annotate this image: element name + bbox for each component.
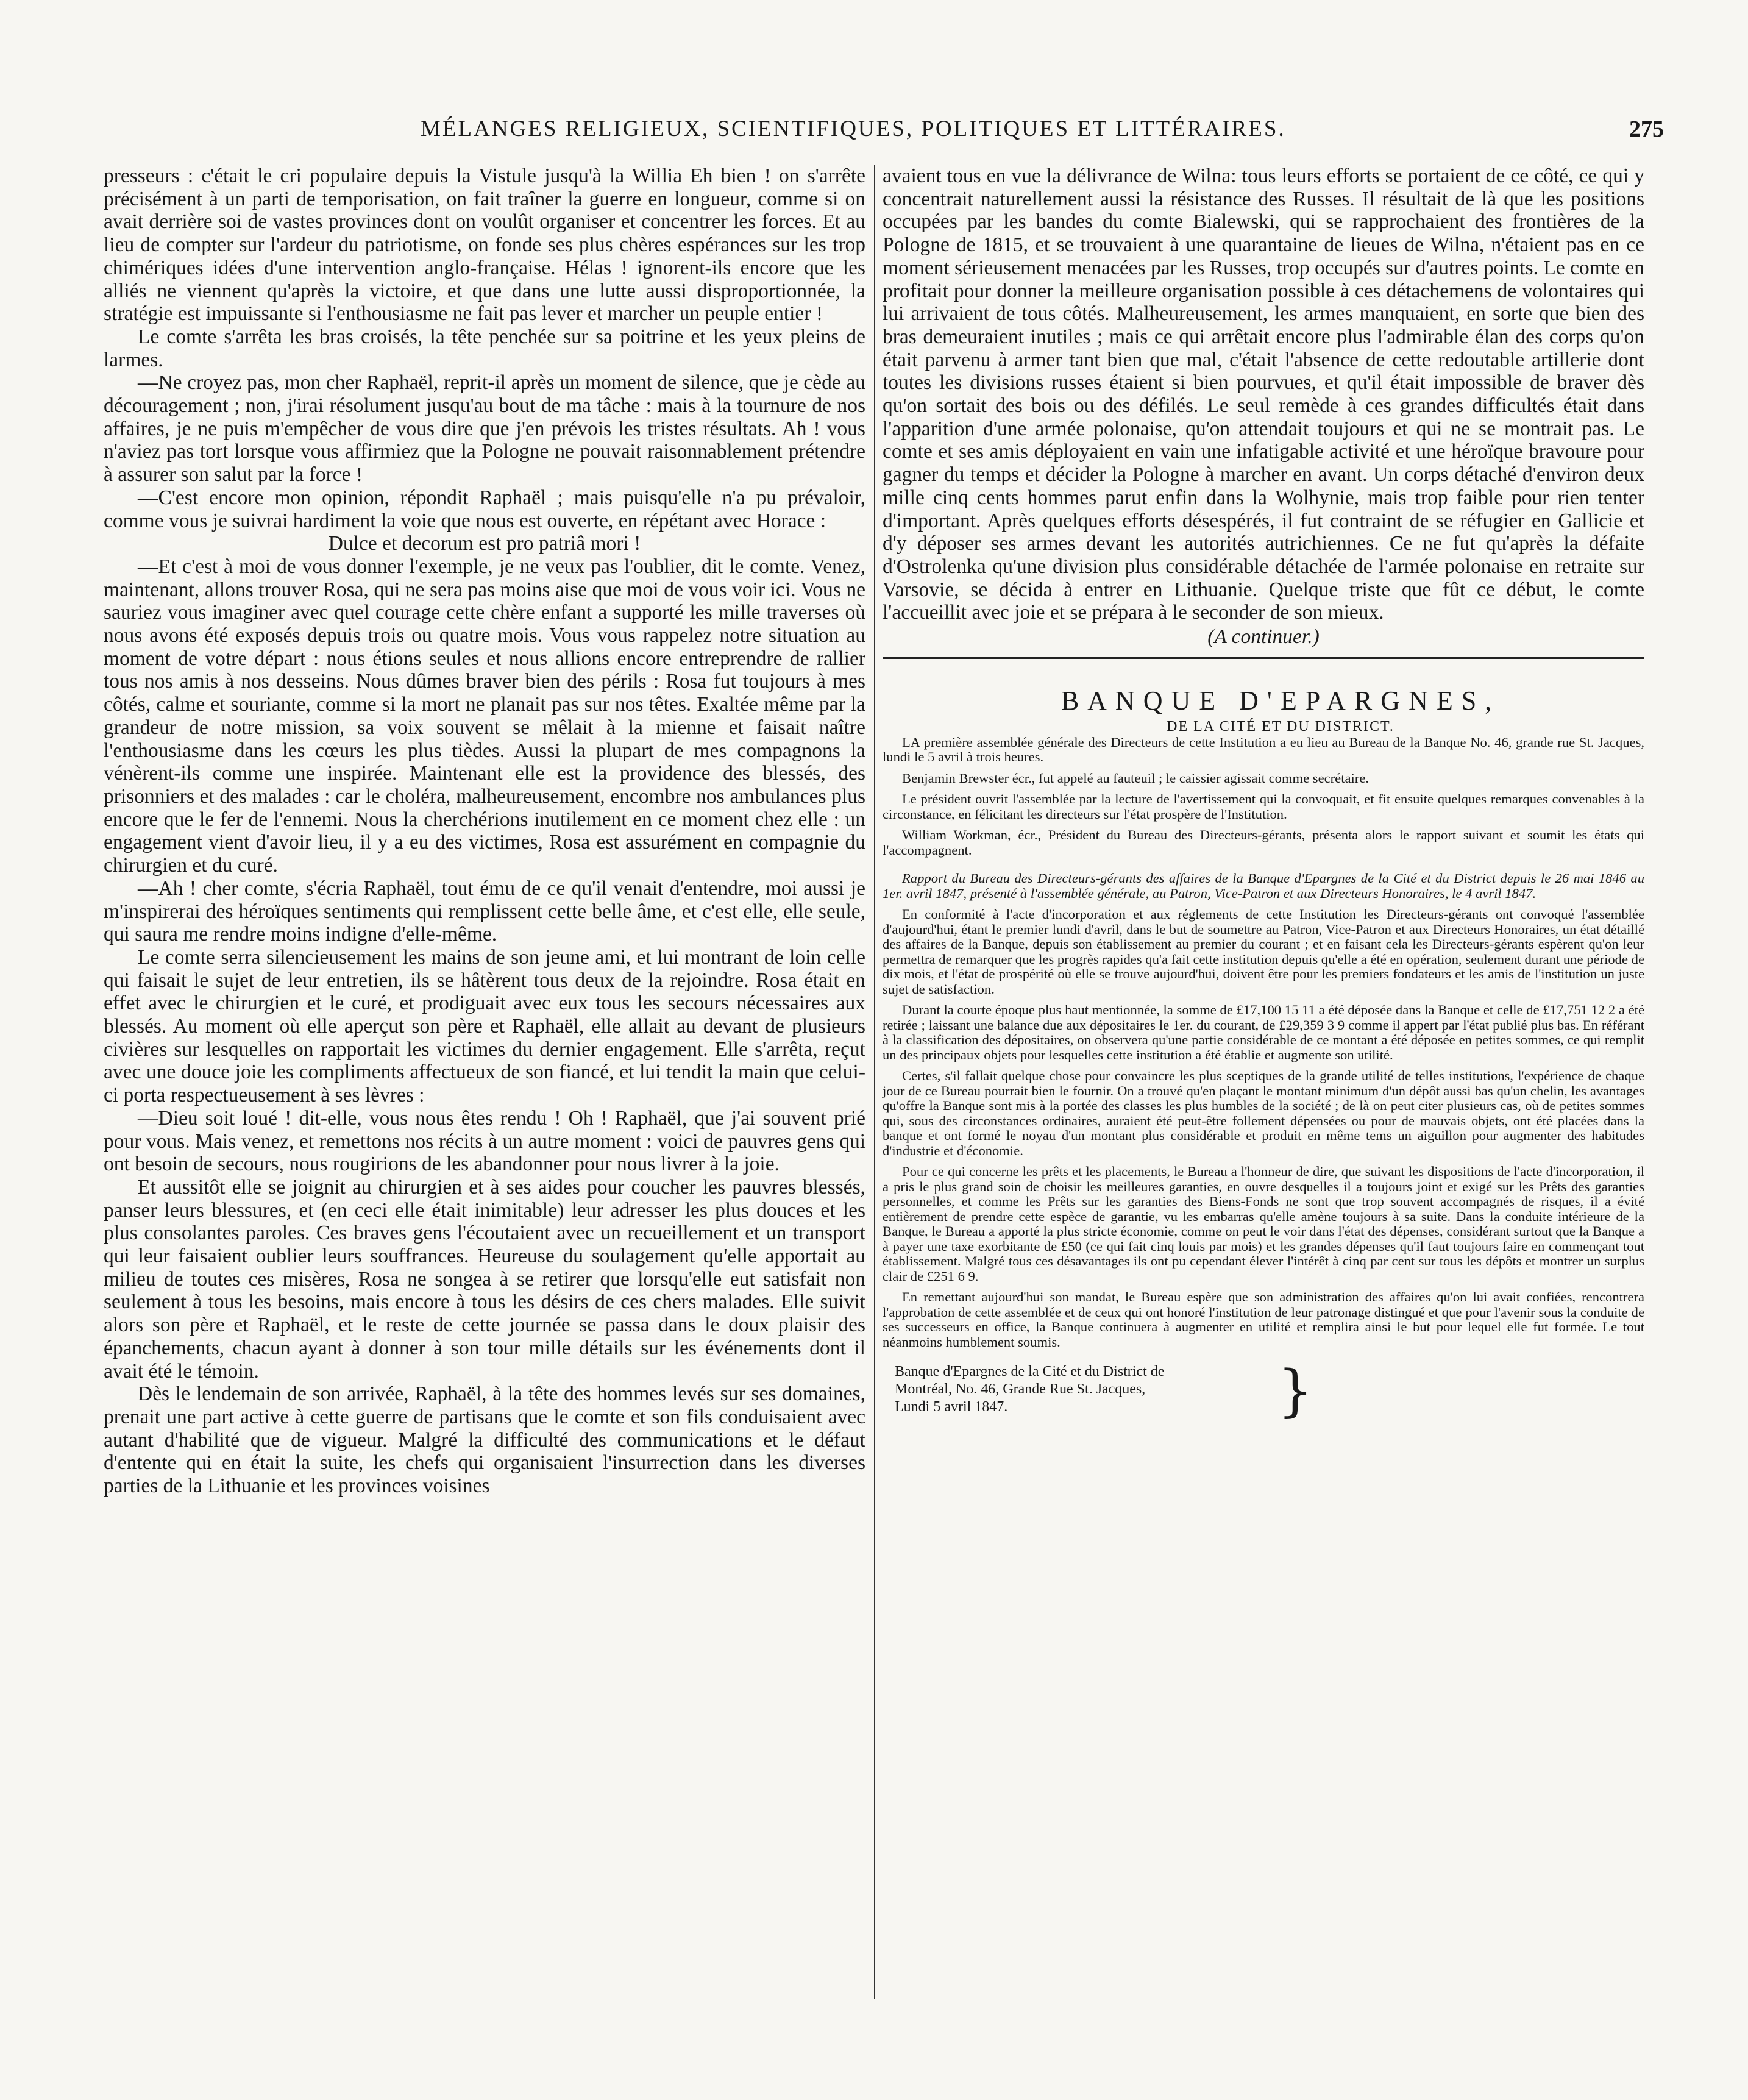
signature-line: Lundi 5 avril 1847. <box>895 1399 1008 1415</box>
page-number: 275 <box>1629 116 1664 142</box>
bank-paragraph: Benjamin Brewster écr., fut appelé au fauteuil ; le caissier agissait comme secrétaire. <box>902 770 1369 786</box>
report-title: Rapport du Bureau des Directeurs-gérants des affaires de la Banque d'Epargnes de la Cité et du District depuis le 26 mai 1846 au 1er. avril 1847, présenté à l'assemblée générale, au Patron, Vice-Patron et aux Directeurs Honoraires, le 4 avril 1847. <box>883 870 1644 901</box>
continuation-note: (A continuer.) <box>1207 625 1320 649</box>
left-column <box>104 165 865 1498</box>
right-paragraph: avaient tous en vue la délivrance de Wilna: tous leurs efforts se portaient de ce côté, ce qui y concentrait naturellement aussi la résistance des Russes. Il résultait de là que les positions occupées par les bandes du comte Bialewski, qui se rapprochaient des frontières de la Pologne de 1815, et se trouvaient à une quarantaine de lieues de Wilna, n'étaient pas en ce moment sérieusement menacées par les Russes, trop occupés sur d'autres points. Le comte en profitait pour donner la meilleure organisation possible à ces détachemens de volontaires qui lui arrivaient de tous côtés. Malheureusement, les armes manquaient, en sorte que bien des bras demeuraient inutiles ; mais ce qui arrêtait encore plus l'admirable élan des corps qu'on était parvenu à armer tant bien que mal, c'était l'absence de cette redoutable artillerie dont toutes les divisions russes étaient si bien pourvues, et qu'il était impossible de braver dès qu'on sortait des bois ou des défilés. Le seul remède à ces grandes difficultés était dans l'apparition d'une armée polonaise, qu'on attendait toujours et qui ne se montrait pas. Le comte et ses amis déployaient en vain une infatigable activité et une héroïque bravoure pour gagner du temps et décider la Pologne à marcher en avant. Un corps détaché d'environ deux mille cinq cents hommes parut enfin dans la Wolhynie, mais trop faible pour rien tenter d'important. Après quelques efforts désespérés, il fut contraint de se réfugier en Gallicie et d'y déposer ses armes devant les autorités autrichiennes. Ce ne fut qu'après la défaite d'Ostrolenka qu'une division plus considérable détachée de l'armée polonaise en retraite sur Varsovie, se décida à entrer en Lithuanie. Quelque triste que fût ce début, le comte l'accueillit avec joie et se prépara à le seconder de son mieux. <box>883 165 1644 624</box>
signature-line: Banque d'Epargnes de la Cité et du District de <box>895 1364 1165 1380</box>
left-paragraph: —C'est encore mon opinion, répondit Raphaël ; mais puisqu'elle n'a pu prévaloir, comme vous je suivrai hardiment la voie que nous est ouverte, en répétant avec Horace : <box>104 486 865 532</box>
left-paragraph: —Et c'est à moi de vous donner l'exemple, je ne veux pas l'oublier, dit le comte. Venez, maintenant, allons trouver Rosa, qui ne sera pas moins aise que moi de vous voir ici. Vous ne sauriez vous imaginer avec quel courage cette chère enfant a supporté les mille traverses où nous avons été exposés depuis trois ou quatre mois. Vous vous rappelez notre situation au moment de votre départ : nous étions seules et nous allions encore entreprendre de rallier tous nos amis à nos desseins. Nous dûmes braver bien des périls : Rosa fut toujours à mes côtés, calme et souriante, comme si la mort ne planait pas sur nos têtes. Exaltée même par la grandeur de notre mission, sa voix souvent se mêlait à la mienne et faisait naître l'enthousiasme dans les cœurs les plus tièdes. Aussi la plupart de mes compagnons la vénèrent-ils comme une inspirée. Maintenant elle est la providence des blessés, des prisonniers et des malades : car le choléra, malheureusement, encombre nos ambulances plus encore que le fer de l'ennemi. Nous la cherchérions inutilement en ce moment chez elle : un engagement vient d'avoir lieu, il y a eu des victimes, Rosa est assurément en compagnie du chirurgien et du curé. <box>104 555 865 877</box>
left-paragraph: presseurs : c'était le cri populaire depuis la Vistule jusqu'à la Willia Eh bien ! on s'arrête précisément à un parti de temporisation, on fait traîner la guerre en longueur, comme si on avait derrière soi de vastes provinces dont on voulût organiser et concentrer les forces. Et au lieu de compter sur l'ardeur du patriotisme, on fonde ses plus chères espérances sur les trop chimériques idées d'une intervention anglo-française. Hélas ! ignorent-ils encore que les alliés ne viennent qu'après la victoire, et que dans une lutte aussi disproportionnée, la stratégie est impuissante si l'enthousiasme ne fait pas lever et marcher un peuple entier ! <box>104 165 865 326</box>
signature-line: Montréal, No. 46, Grande Rue St. Jacques, <box>895 1381 1146 1398</box>
left-paragraph: Et aussitôt elle se joignit au chirurgien et à ses aides pour coucher les pauvres blessés, panser leurs blessures, et (en ceci elle était inimitable) leur adresser les plus douces et les plus consolantes paroles. Ces braves gens l'écoutaient avec un recueillement et un transport qui leur faisaient oublier leurs souffrances. Heureuse du soulagement qu'elle apportait au milieu de toutes ces misères, Rosa ne songea à se retirer que lorsqu'elle eut satisfait non seulement à tous les besoins, mais encore à tous les désirs de ces chers malades. Elle suivit alors son père et Raphaël, et le reste de cette journée se passa dans le doux plaisir des épanchements, chacun ayant à donner à son tour mille détails sur les événements dont il avait été le témoin. <box>104 1175 865 1383</box>
report-paragraph: Certes, s'il fallait quelque chose pour convaincre les plus sceptiques de la grande utilité de telles institutions, l'expérience de chaque jour de ce Bureau pourrait bien le fournir. On a trouvé qu'en plaçant le montant minimum d'un dépôt aussi bas qu'un chelin, les avantages qu'offre la Banque sont mis à la portée des classes les plus humbles de la société ; de là on peut citer plusieurs cas, où de petites sommes qui, sous des circonstances ordinaires, auraient été peut-être follement dépensées ou pour de mauvais objets, ont été placées dans la banque et ont formé le noyau d'un montant plus considérable et produit en même tems un aiguillon pour augmenter des habitudes d'industrie et d'économie. <box>883 1068 1644 1158</box>
bank-article <box>883 735 1644 1350</box>
header-title: MÉLANGES RELIGIEUX, SCIENTIFIQUES, POLITIQUES ET LITTÉRAIRES. <box>421 116 1286 141</box>
section-rule <box>883 657 1644 663</box>
left-paragraph: Le comte serra silencieusement les mains de son jeune ami, et lui montrant de loin celle qui faisait le sujet de leur entretien, ils se hâtèrent tous deux de la rejoindre. Rosa était en effet avec le chirurgien et le curé, et prodiguait avec eux tous les secours nécessaires aux blessés. Au moment où elle aperçut son père et Raphaël, elle allait au devant de plusieurs civières sur lesquelles on rapportait les victimes du dernier engagement. Elle s'arrêta, reçut avec une douce joie les compliments affectueux de son fiancé, et lui tendit la main que celui-ci porta respectueusement à ses lèvres : <box>104 945 865 1107</box>
report-paragraph: Pour ce qui concerne les prêts et les placements, le Bureau a l'honneur de dire, que suivant les dispositions de l'acte d'incorporation, il a pris le plus grand soin de choisir les meilleures garanties, en ouvre desquelles il a toujours joint et exigé sur les Prêts des garanties personnelles, et comme les Prêts sur les garanties des Biens-Fonds ne sont que trop souvent accompagnés de risques, il a évité entièrement de prendre cette espèce de garantie, vu les embarras qu'elle amène toujours à sa suite. Dans la conduite intérieure de la Banque, le Bureau a apporté la plus stricte économie, comme on peut le voir dans l'état des dépenses, considérant surtout que la Banque a à payer une taxe exorbitante de £50 (ce qui fait cinq louis par mois) et les grandes dépenses qu'il faut toujours faire en commençant tout établissement. Malgré tous ces désavantages ils ont pu cependant élever l'intérêt à cinq par cent sur tous les dépôts et montrer un surplus clair de £251 6 9. <box>883 1164 1644 1284</box>
column-divider <box>874 165 875 1999</box>
left-paragraph: Le comte s'arrêta les bras croisés, la tête penchée sur sa poitrine et les yeux pleins de larmes. <box>104 325 865 371</box>
bank-subtitle: DE LA CITÉ ET DU DISTRICT. <box>1167 718 1394 735</box>
report-paragraph: En remettant aujourd'hui son mandat, le Bureau espère que son administration des affaires qu'on lui avait confiées, rencontrera l'approbation de cette assemblée et de ceux qui ont honoré l'institution de leur patronage distingué et que pour l'avenir sous la conduite de ses successeurs en office, la Banque continuera à augmenter en utilité et remplira ainsi le but pour lequel elle fut formée. Le tout néanmoins humblement soumis. <box>883 1289 1644 1350</box>
left-paragraph: Dès le lendemain de son arrivée, Raphaël, à la tête des hommes levés sur ses domaines, prenait une part active à cette guerre de partisans que le comte et son fils conduisaient avec autant d'habilité que de vigueur. Malgré la difficulté des communications et le défaut d'entente qui en était la suite, les chefs qui organisaient l'insurrection dans les diverses parties de la Lithuanie et les provinces voisines <box>104 1383 865 1498</box>
left-paragraph: —Dieu soit loué ! dit-elle, vous nous êtes rendu ! Oh ! Raphaël, que j'ai souvent prié pour vous. Mais venez, et remettons nos récits à un autre moment : voici de pauvres gens qui ont besoin de secours, nous rougirions de les abandonner pour nous livrer à la joie. <box>104 1106 865 1176</box>
bank-paragraph: Le président ouvrit l'assemblée par la lecture de l'avertissement qui la convoquait, et fit ensuite quelques remarques convenables à la circonstance, en félicitant les directeurs sur l'état prospère de l'Institution. <box>883 791 1644 822</box>
brace-glyph: } <box>1277 1358 1313 1424</box>
signature-block <box>895 1358 1321 1424</box>
report-paragraph: Durant la courte époque plus haut mentionnée, la somme de £17,100 15 11 a été déposée dans la Banque et celle de £17,751 12 2 a été retirée ; laissant une balance due aux dépositaires le 1er. du courant, de £29,359 3 9 comme il appert par l'état publié plus bas. En référant à la classification des dépositaires, on observera qu'une partie considérable de ce montant a été déposée en petites sommes, ce qui remplit un des principaux objets pour lesquelles cette institution a été établie et augmente son utilité. <box>883 1002 1644 1062</box>
report-paragraph: En conformité à l'acte d'incorporation et aux réglements de cette Institution les Directeurs-gérants ont convoqué l'assemblée d'aujourd'hui, étant le premier lundi d'avril, dans le but de soumettre au Patron, Vice-Patron et aux Directeurs Honoraires, un état détaillé des affaires de la Banque, depuis son établissement au premier du courant ; et en faisant cela les Directeurs-gérants espèrent qu'on leur permettra de remarquer que les progrès rapides qu'a fait cette institution depuis qu'elle a été en opération, seulement durant une période de dix mois, et l'état de prospérité où elle se trouve aujourd'hui, doivent être pour les premiers fondateurs et les amis de l'institution un juste sujet de satisfaction. <box>883 906 1644 997</box>
bank-paragraph: William Workman, écr., Président du Bureau des Directeurs-gérants, présenta alors le rapport suivant et soumit les états qui l'accompagnent. <box>883 827 1644 858</box>
bank-title: BANQUE D'EPARGNES, <box>1061 685 1501 716</box>
left-paragraph: —Ah ! cher comte, s'écria Raphaël, tout ému de ce qu'il venait d'entendre, moi aussi je m'inspirerai des héroïques sentiments qui remplissent cette belle âme, et c'est elle, elle seule, qui saura me rendre moins indigne d'elle-même. <box>104 877 865 946</box>
running-header <box>104 116 1664 152</box>
bank-paragraph: LA première assemblée générale des Directeurs de cette Institution a eu lieu au Bureau de la Banque No. 46, grande rue St. Jacques, lundi le 5 avril à trois heures. <box>883 734 1644 765</box>
right-column <box>883 165 1644 1424</box>
left-paragraph: —Ne croyez pas, mon cher Raphaël, reprit-il après un moment de silence, que je cède au découragement ; non, j'irai résolument jusqu'au bout de ma tâche : mais à la tournure de nos affaires, je ne puis m'empêcher de vous dire que j'en prévois les tristes résultats. Ah ! vous n'aviez pas tort lorsque vous affirmiez que la Pologne ne pouvait raisonnablement prétendre à assurer son salut par la force ! <box>104 371 865 486</box>
latin-quote: Dulce et decorum est pro patriâ mori ! <box>328 532 641 555</box>
